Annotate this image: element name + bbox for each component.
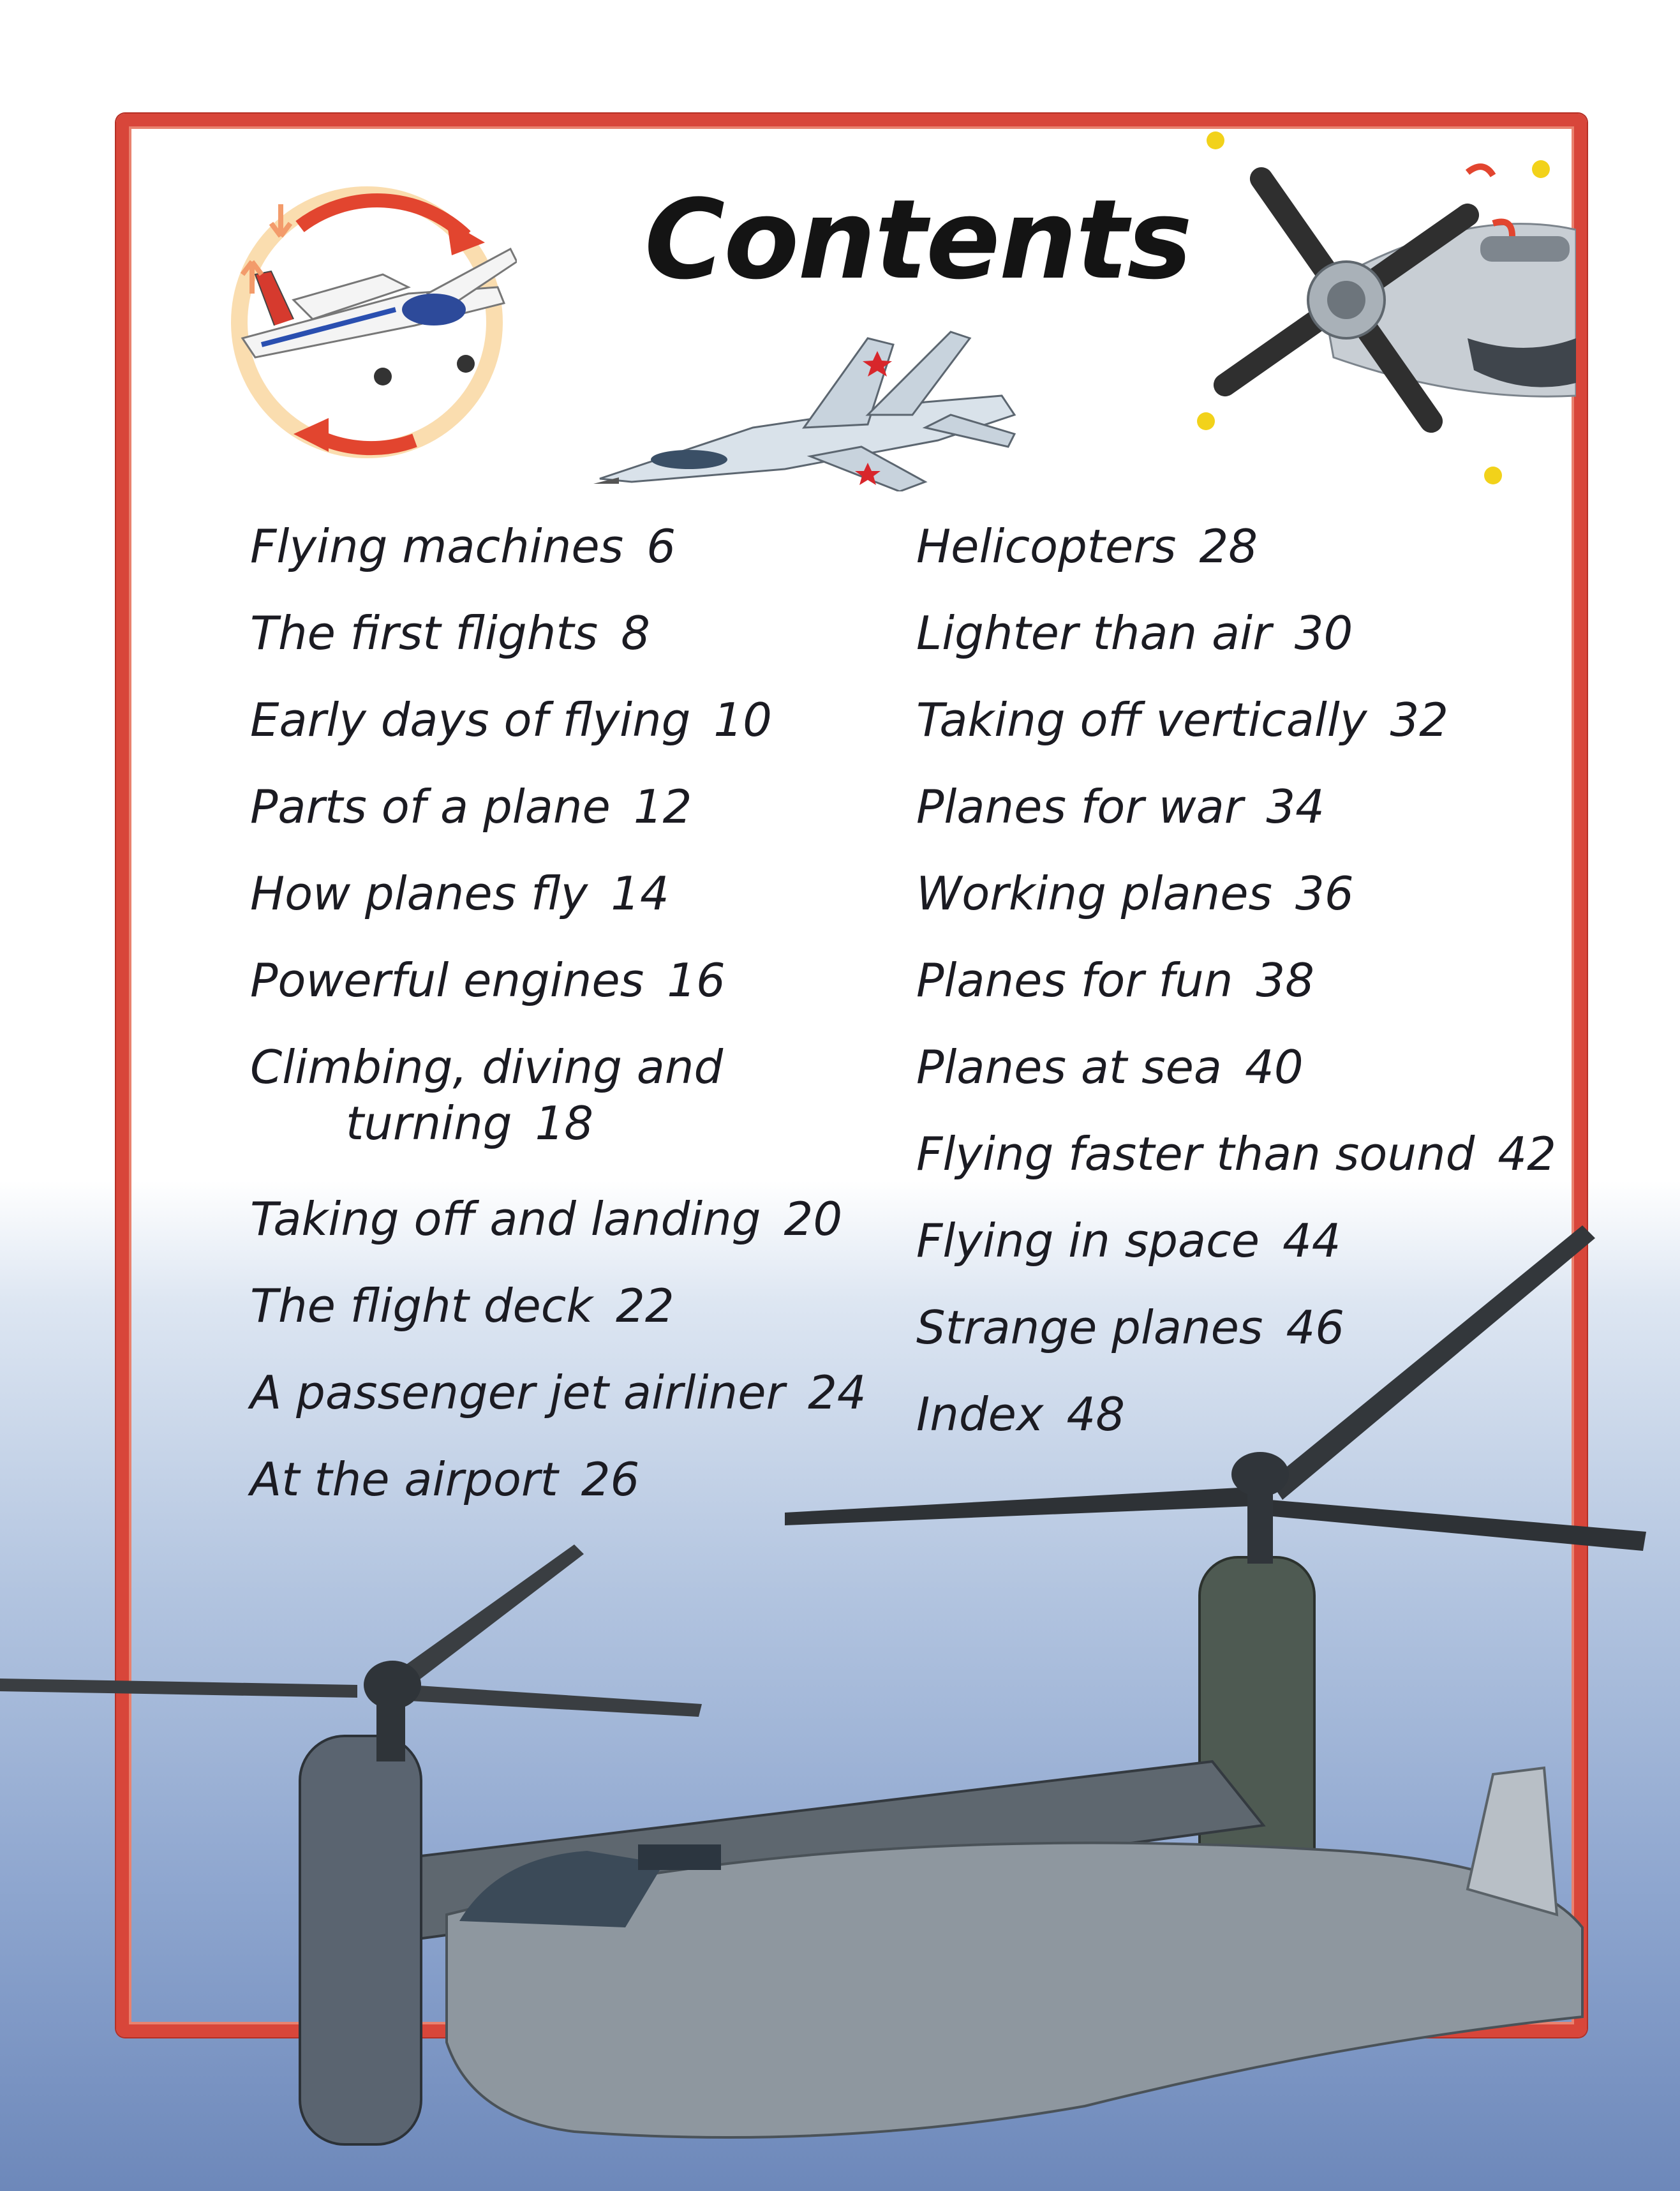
tiltrotor-aircraft-icon: [0, 1213, 1680, 2191]
toc-entry-title: Climbing, diving and: [250, 1040, 724, 1094]
toc-entry[interactable]: [250, 1040, 724, 1150]
toc-entry-title: Flying in space: [916, 1214, 1260, 1267]
toc-entry-title-continued: turning: [346, 1096, 512, 1150]
toc-entry-page: 40: [1245, 1040, 1304, 1094]
toc-entry-page: 24: [808, 1366, 866, 1419]
toc-entry[interactable]: [916, 520, 1258, 573]
toc-entry-title: Helicopters: [916, 520, 1177, 573]
toc-entry-title: Strange planes: [916, 1301, 1263, 1354]
toc-entry[interactable]: [916, 780, 1325, 834]
toc-entry-title: Planes for fun: [916, 953, 1233, 1007]
toc-entry-title: A passenger jet airliner: [250, 1366, 785, 1419]
toc-entry[interactable]: [916, 606, 1353, 660]
toc-entry-title: At the airport: [250, 1453, 558, 1506]
toc-entry-page: 48: [1066, 1387, 1126, 1441]
toc-entry-title: The first flights: [250, 606, 598, 660]
toc-entry-title: Index: [916, 1387, 1044, 1441]
light-plane-rotation-icon: [217, 166, 517, 472]
toc-entry[interactable]: [916, 867, 1354, 920]
toc-entry[interactable]: [250, 867, 669, 920]
toc-entry[interactable]: [250, 953, 725, 1007]
toc-entry-title: How planes fly: [250, 867, 588, 920]
toc-entry-page: 28: [1199, 520, 1258, 573]
toc-entry-title: Planes for war: [916, 780, 1244, 834]
toc-entry[interactable]: [916, 1040, 1304, 1094]
toc-entry-title: Powerful engines: [250, 953, 644, 1007]
toc-entry-page: 36: [1295, 867, 1354, 920]
toc-entry-page: 42: [1498, 1127, 1556, 1181]
toc-entry[interactable]: [250, 780, 692, 834]
toc-entry-page: 8: [621, 606, 650, 660]
propeller-engine-icon: [1193, 128, 1576, 498]
toc-entry-page: 44: [1282, 1214, 1341, 1267]
toc-entry-title: Early days of flying: [250, 693, 691, 747]
toc-entry-page: 34: [1266, 780, 1325, 834]
toc-entry-title: The flight deck: [250, 1279, 593, 1333]
toc-entry-title: Flying machines: [250, 520, 624, 573]
toc-entry[interactable]: [916, 1127, 1556, 1181]
toc-entry-title: Planes at sea: [916, 1040, 1223, 1094]
toc-entry-page: 38: [1256, 953, 1314, 1007]
toc-entry-page: 26: [581, 1453, 640, 1506]
toc-entry[interactable]: [250, 693, 772, 747]
toc-entry[interactable]: [250, 606, 650, 660]
toc-entry-page: 16: [667, 953, 725, 1007]
jet-fighter-icon: [593, 319, 1027, 491]
toc-entry-title: Lighter than air: [916, 606, 1272, 660]
toc-entry-title: Flying faster than sound: [916, 1127, 1475, 1181]
toc-entry-page: 6: [646, 520, 676, 573]
toc-entry-page: 20: [784, 1192, 843, 1246]
toc-entry[interactable]: [916, 953, 1314, 1007]
toc-entry-page: 18: [535, 1096, 594, 1150]
toc-entry-page: 14: [611, 867, 669, 920]
toc-entry-title: Parts of a plane: [250, 780, 611, 834]
toc-entry-title: Working planes: [916, 867, 1273, 920]
toc-entry-page: 12: [633, 780, 692, 834]
toc-entry-title: Taking off vertically: [916, 693, 1367, 747]
toc-entry[interactable]: [250, 520, 676, 573]
toc-entry-page: 10: [713, 693, 772, 747]
toc-entry-page: 30: [1294, 606, 1353, 660]
toc-entry[interactable]: [916, 693, 1449, 747]
toc-entry-page: 46: [1286, 1301, 1345, 1354]
toc-entry-page: 22: [616, 1279, 674, 1333]
page-title: Contents: [644, 176, 1191, 304]
toc-entry-page: 32: [1390, 693, 1449, 747]
toc-entry-title: Taking off and landing: [250, 1192, 761, 1246]
